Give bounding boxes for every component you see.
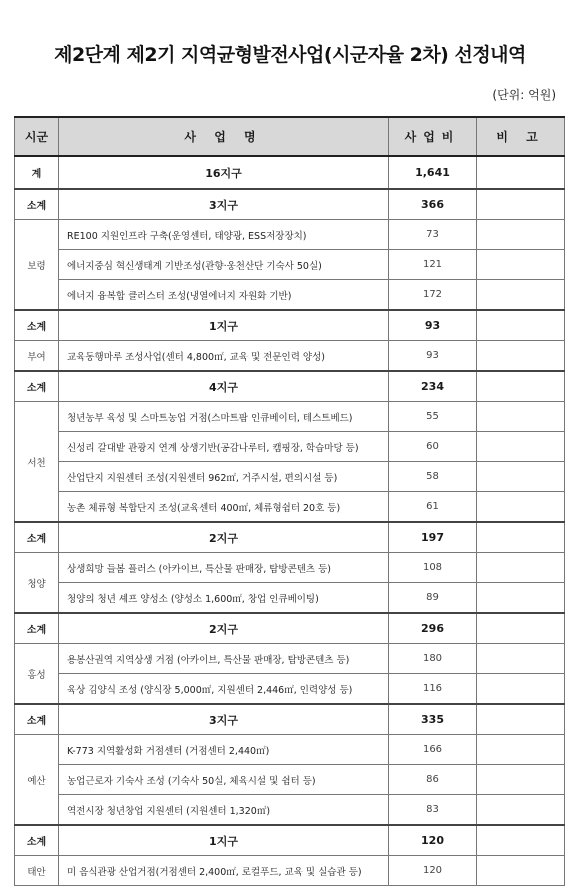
- subtotal-label: 소계: [15, 371, 59, 402]
- subtotal-name: 3지구: [59, 189, 389, 220]
- subtotal-note: [477, 371, 565, 402]
- project-cost: 172: [389, 280, 477, 311]
- project-note: [477, 280, 565, 311]
- project-name: 역전시장 청년창업 지원센터 (지원센터 1,320㎡): [59, 795, 389, 826]
- project-name: 육상 김양식 조성 (양식장 5,000㎡, 지원센터 2,446㎡, 인력양성 등): [59, 674, 389, 705]
- region-cell: 서천: [15, 402, 59, 523]
- subtotal-row: [15, 704, 565, 735]
- project-note: [477, 492, 565, 523]
- project-cost: 116: [389, 674, 477, 705]
- subtotal-name: 1지구: [59, 310, 389, 341]
- project-row: [15, 644, 565, 674]
- project-cost: 180: [389, 644, 477, 674]
- project-row: [15, 553, 565, 583]
- project-row: [15, 765, 565, 795]
- project-cost: 60: [389, 432, 477, 462]
- total-label: 계: [15, 156, 59, 189]
- project-name: 농업근로자 기숙사 조성 (기숙사 50실, 체육시설 및 쉼터 등): [59, 765, 389, 795]
- project-row: [15, 735, 565, 765]
- project-row: [15, 250, 565, 280]
- subtotal-cost: 197: [389, 522, 477, 553]
- region-cell: 예산: [15, 735, 59, 826]
- project-name: RE100 지원인프라 구축(운영센터, 태양광, ESS저장장치): [59, 220, 389, 250]
- project-note: [477, 462, 565, 492]
- project-row: [15, 402, 565, 432]
- subtotal-row: [15, 825, 565, 856]
- project-note: [477, 220, 565, 250]
- total-name: 16지구: [59, 156, 389, 189]
- project-note: [477, 341, 565, 372]
- project-cost: 86: [389, 765, 477, 795]
- project-note: [477, 644, 565, 674]
- subtotal-name: 3지구: [59, 704, 389, 735]
- subtotal-label: 소계: [15, 825, 59, 856]
- subtotal-cost: 234: [389, 371, 477, 402]
- subtotal-cost: 335: [389, 704, 477, 735]
- project-row: [15, 492, 565, 523]
- project-cost: 166: [389, 735, 477, 765]
- selection-table: [14, 116, 565, 886]
- subtotal-name: 1지구: [59, 825, 389, 856]
- total-row: [15, 156, 565, 189]
- project-note: [477, 402, 565, 432]
- project-name: 미 음식관광 산업거점(거점센터 2,400㎡, 로컬푸드, 교육 및 실습관 등): [59, 856, 389, 886]
- project-row: [15, 432, 565, 462]
- region-cell: 보령: [15, 220, 59, 311]
- subtotal-note: [477, 310, 565, 341]
- subtotal-cost: 120: [389, 825, 477, 856]
- header-region: 시군: [15, 117, 59, 156]
- total-cost: 1,641: [389, 156, 477, 189]
- header-cost: 사업비: [389, 117, 477, 156]
- subtotal-note: [477, 613, 565, 644]
- subtotal-row: [15, 371, 565, 402]
- project-name: 청양의 청년 셰프 양성소 (양성소 1,600㎡, 창업 인큐베이팅): [59, 583, 389, 614]
- project-name: 에너지중심 혁신생태계 기반조성(관향·웅천산단 기숙사 50실): [59, 250, 389, 280]
- project-note: [477, 735, 565, 765]
- subtotal-note: [477, 189, 565, 220]
- subtotal-note: [477, 704, 565, 735]
- subtotal-cost: 296: [389, 613, 477, 644]
- project-name: 에너지 융복합 클러스터 조성(냉열에너지 자원화 기반): [59, 280, 389, 311]
- subtotal-label: 소계: [15, 310, 59, 341]
- subtotal-cost: 93: [389, 310, 477, 341]
- project-note: [477, 250, 565, 280]
- project-cost: 89: [389, 583, 477, 614]
- subtotal-note: [477, 825, 565, 856]
- project-cost: 121: [389, 250, 477, 280]
- region-cell: 홍성: [15, 644, 59, 705]
- subtotal-label: 소계: [15, 704, 59, 735]
- project-row: [15, 341, 565, 372]
- project-cost: 93: [389, 341, 477, 372]
- subtotal-note: [477, 522, 565, 553]
- project-note: [477, 674, 565, 705]
- project-name: K-773 지역활성화 거점센터 (거점센터 2,440㎡): [59, 735, 389, 765]
- subtotal-name: 4지구: [59, 371, 389, 402]
- project-cost: 120: [389, 856, 477, 886]
- project-note: [477, 856, 565, 886]
- region-cell: 태안: [15, 856, 59, 886]
- project-name: 상생희망 들봄 플러스 (아카이브, 특산물 판매장, 탐방콘텐츠 등): [59, 553, 389, 583]
- header-note: 비 고: [477, 117, 565, 156]
- subtotal-label: 소계: [15, 189, 59, 220]
- table-body: [15, 156, 565, 886]
- project-cost: 55: [389, 402, 477, 432]
- header-name: 사 업 명: [59, 117, 389, 156]
- subtotal-label: 소계: [15, 522, 59, 553]
- table-header-row: [15, 117, 565, 156]
- project-cost: 61: [389, 492, 477, 523]
- project-note: [477, 432, 565, 462]
- subtotal-name: 2지구: [59, 613, 389, 644]
- subtotal-row: [15, 522, 565, 553]
- region-cell: 부여: [15, 341, 59, 372]
- subtotal-label: 소계: [15, 613, 59, 644]
- project-name: 청년농부 육성 및 스마트농업 거점(스마트팜 인큐베이터, 테스트베드): [59, 402, 389, 432]
- project-row: [15, 462, 565, 492]
- project-note: [477, 765, 565, 795]
- project-note: [477, 583, 565, 614]
- document-title: 제2단계 제2기 지역균형발전사업(시군자율 2차) 선정내역: [54, 44, 526, 66]
- project-cost: 73: [389, 220, 477, 250]
- subtotal-row: [15, 189, 565, 220]
- region-cell: 청양: [15, 553, 59, 614]
- project-row: [15, 674, 565, 705]
- project-cost: 83: [389, 795, 477, 826]
- total-note: [477, 156, 565, 189]
- project-note: [477, 553, 565, 583]
- project-cost: 108: [389, 553, 477, 583]
- project-name: 농촌 체류형 복합단지 조성(교육센터 400㎡, 체류형쉼터 20호 등): [59, 492, 389, 523]
- subtotal-name: 2지구: [59, 522, 389, 553]
- subtotal-cost: 366: [389, 189, 477, 220]
- project-name: 산업단지 지원센터 조성(지원센터 962㎡, 거주시설, 편의시설 등): [59, 462, 389, 492]
- project-row: [15, 795, 565, 826]
- project-row: [15, 220, 565, 250]
- subtotal-row: [15, 310, 565, 341]
- project-note: [477, 795, 565, 826]
- project-row: [15, 583, 565, 614]
- project-name: 신성리 갈대밭 관광지 연계 상생기반(공감나루터, 캠핑장, 학습마당 등): [59, 432, 389, 462]
- unit-label: (단위: 억원): [492, 88, 556, 102]
- project-cost: 58: [389, 462, 477, 492]
- project-name: 교육동행마루 조성사업(센터 4,800㎡, 교육 및 전문인력 양성): [59, 341, 389, 372]
- project-row: [15, 280, 565, 311]
- project-row: [15, 856, 565, 886]
- project-name: 용봉산권역 지역상생 거점 (아카이브, 특산물 판매장, 탐방콘텐츠 등): [59, 644, 389, 674]
- subtotal-row: [15, 613, 565, 644]
